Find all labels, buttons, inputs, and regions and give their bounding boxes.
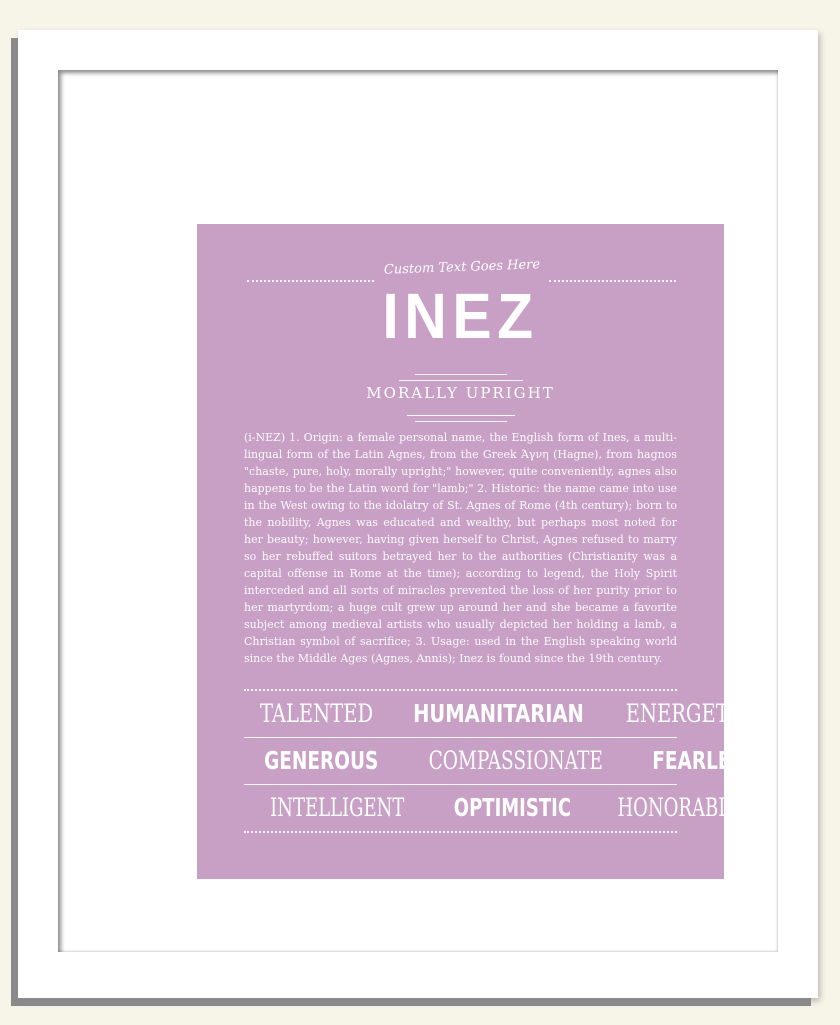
- traits-dots-top: [244, 689, 677, 691]
- trait: OPTIMISTIC: [453, 793, 571, 822]
- traits-divider: [244, 737, 677, 738]
- divider-line: [399, 380, 523, 381]
- trait: GENEROUS: [264, 746, 379, 775]
- divider-line: [415, 421, 507, 422]
- trait: FEARLESS: [652, 746, 757, 775]
- header-dots-left: [247, 280, 374, 282]
- name-meaning: MORALLY UPRIGHT: [366, 384, 555, 402]
- name-title: INEZ: [382, 280, 539, 352]
- trait: TALENTED: [259, 699, 374, 728]
- traits-row: [244, 791, 744, 825]
- trait: ENERGETIC: [625, 699, 752, 728]
- traits-row: [244, 697, 752, 731]
- traits-row: [244, 744, 757, 778]
- header-dots-right: [549, 280, 676, 282]
- divider-line: [407, 415, 515, 416]
- trait: HUMANITARIAN: [413, 699, 584, 728]
- traits-dots-bottom: [244, 831, 677, 833]
- trait: COMPASSIONATE: [429, 746, 604, 775]
- picture-frame: [18, 30, 818, 998]
- traits-divider: [244, 784, 677, 785]
- trait: HONORABLE: [617, 793, 744, 822]
- frame-mat: [58, 70, 778, 952]
- divider-line: [415, 374, 507, 375]
- trait: INTELLIGENT: [270, 793, 405, 822]
- name-print: [197, 224, 757, 879]
- custom-text: Custom Text Goes Here: [383, 257, 541, 278]
- name-definition: (i-NEZ) 1. Origin: a female personal name, the English form of Ines, a multi-lingual form of the Latin Agnes, from the Greek Άγνη (Hagne), from hagnos "chaste, pure, holy, morally upright;" however, quite conveniently, agnes also happens to be the Latin word for "lamb;" 2. Historic: the name came into use in the West owing to the idolatry of St. Agnes of Rome (4th century); born to the nobility, Agnes was educated and wealthy, but perhaps most noted for her beauty; however, having given herself to Christ, Agnes refused to marry so her rebuffed suitors betrayed her to the authorities (Christianity was a capital offense in Rome at the time); according to legend, the Holy Spirit interceded and all sorts of miracles prevented the loss of her purity prior to her martyrdom; a huge cult grew up around her and she became a favorite subject among medieval artists who usually depicted her holding a lamb, a Christian symbol of sacrifice; 3. Usage: used in the English speaking world since the Middle Ages (Agnes, Annis); Inez is found since the 19th century.: [244, 431, 677, 665]
